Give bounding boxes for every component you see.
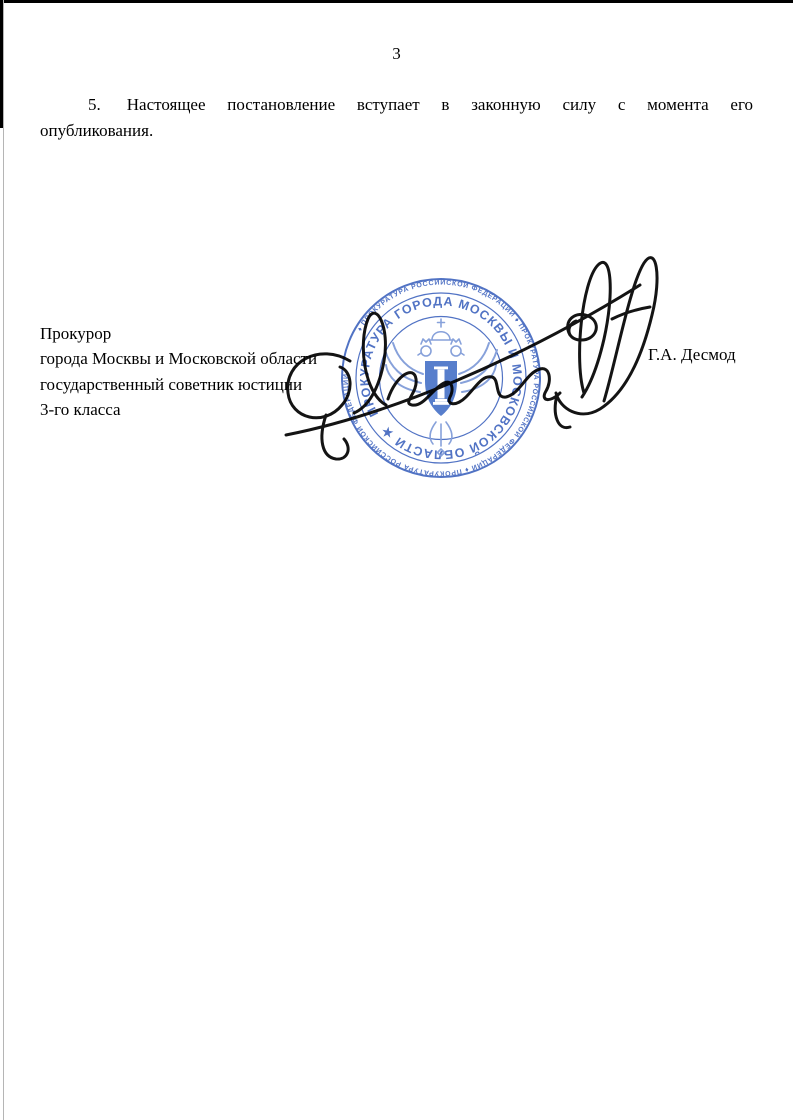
clause-text-line-2: опубликования.: [40, 121, 154, 140]
signature-stroke: [288, 354, 350, 418]
signature-stroke: [555, 395, 570, 428]
seal-outer-ring-text: ♦ ПРОКУРАТУРА РОССИЙСКОЙ ФЕДЕРАЦИИ ♦ ПРОКУРАТУРА РОССИЙСКОЙ ФЕДЕРАЦИИ ♦ ПРОКУРАТУРА РОССИЙСКОЙ ФЕДЕРАЦИИ: [342, 279, 540, 477]
signer-title-line: Прокурор: [40, 324, 112, 343]
scan-edge-left-line: [3, 0, 4, 1120]
handwritten-signature: [268, 243, 708, 483]
signer-title-line: государственный советник юстиции: [40, 374, 303, 394]
page-number: 3: [392, 44, 401, 63]
paragraph-clause-5: [40, 92, 753, 144]
clause-number: 5.: [88, 95, 101, 114]
seal-inner-ring-text: ПРОКУРАТУРА ГОРОДА МОСКВЫ И МОСКОВСКОЙ ОБЛАСТИ ★: [357, 294, 525, 462]
clause-text-line-1: Настоящее постановление вступает в законную силу с момента его: [126, 95, 753, 114]
scan-edge-top: [0, 0, 793, 3]
signature-dash: [612, 307, 650, 319]
signature-stroke: [354, 313, 386, 413]
signer-title-line: 3-го класса: [40, 400, 121, 420]
signer-title-line: города Москвы и Московской области: [40, 349, 318, 369]
clause-line-1: [40, 92, 753, 118]
signer-name: Г.А. Десмод: [648, 345, 736, 364]
